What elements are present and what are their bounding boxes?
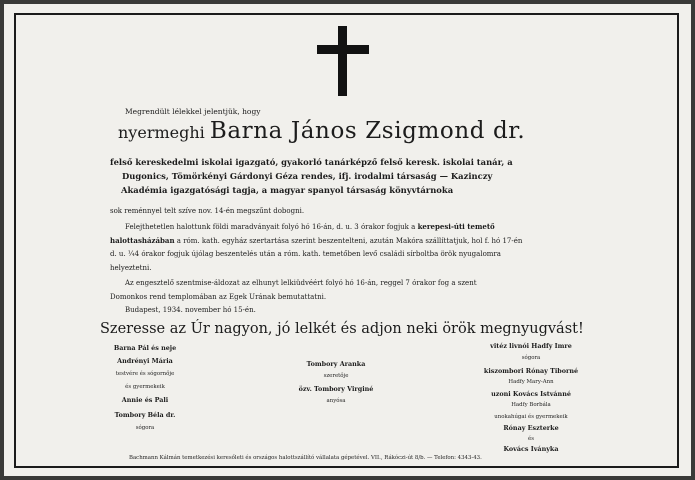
mourner-left-7: sógora [135,425,155,431]
cemetery-name: kerepesi-úti temető [417,222,495,231]
mourner-left-3: testvére és sógornője [115,371,175,377]
mourner-right-6: Hadfy Borbála [511,402,551,408]
funeral-line-2: halottasházában a róm. kath. egyház szertartása szerint beszentelteni, azután Makóra szállíttatjuk, hol f. hó 17-én [110,236,523,245]
mourner-middle-2: szeretője [323,373,349,379]
deceased-name: Barna János Zsigmond dr. [209,118,526,144]
date-place-line: Budapest, 1934. november hó 15-én. [125,306,256,314]
mourner-right-7: unokahúgai és gyermekeik [494,414,568,420]
mourner-left-2: Andrényi Mária [117,357,173,365]
closing-prayer: Szeresse az Úr nagyon, jó lelkét és adjon neki örök megnyugvást! [100,321,584,337]
deceased-name-heading [118,120,525,143]
funeral-line-1: Felejthetetlen halottunk földi maradványait folyó hó 16-án, d. u. 3 órakor fogjuk a kerepesi-úti temető [125,222,495,231]
printer-footer: Bachmann Kálmán temetkezési keresőleti és országos halottszállító vállalata gépetével. VII., Rákóczi-út 8/b. — Telefon: 4343-43. [129,455,482,461]
mourner-right-3: kiszombori Rónay Tiborné [483,367,579,375]
title-prefix: nyermeghi [118,123,205,142]
mourner-right-8: Rónay Eszterke [503,424,559,432]
mourner-middle-3: özv. Tombory Virginé [298,385,374,393]
mourner-right-4: Hadfy Mary-Ann [508,379,554,385]
mourner-right-10: Kovács Iványka [503,445,559,453]
paper-sheet [4,4,691,476]
mourner-middle-4: anyósa [326,398,346,404]
mourner-left-4: és gyermekeik [125,384,165,390]
mourner-left-5: Annie és Pali [121,396,169,404]
mass-line-1: Az engesztelő szentmise-áldozat az elhunyt lelkiüdvéért folyó hó 16-án, reggel 7 órakor fog a szent [125,279,477,287]
roles-line-1: felső kereskedelmi iskolai igazgató, gyakorló tanárképző felső keresk. iskolai tanár, a [110,157,513,167]
death-announcement: sok reménnyel telt szíve nov. 14-én megszűnt dobogni. [110,207,305,215]
cross-icon [317,26,369,96]
mourner-left-1: Barna Pál és neje [113,344,177,352]
mourner-left-6: Tombory Béla dr. [114,411,176,419]
mourner-right-1: vitéz livnói Hadfy Imre [490,342,572,350]
roles-line-3: Akadémia igazgatósági tagja, a magyar spanyol társaság könyvtárnoka [121,185,454,195]
mourner-right-9: és [528,436,534,442]
mourner-right-5: uzoni Kovács Istvánné [491,390,571,398]
mass-line-2: Domonkos rend templomában az Egek Urának bemutattatni. [110,293,327,301]
mortuary-name: halottasházában [110,236,175,245]
intro-line: Megrendült lélekkel jelentjük, hogy [125,107,261,116]
mourner-right-2: sógora [521,355,541,361]
funeral-line-4: helyeztetni. [110,264,152,272]
funeral-line-3: d. u. ¼4 órakor fogjuk újólag beszentelés után a róm. kath. temetőben levő családi sírboltba örök nyugalomra [110,250,501,258]
roles-line-2: Dugonics, Tömörkényi Gárdonyi Géza rendes, ifj. irodalmi társaság — Kazinczy [122,171,493,181]
mourner-middle-1: Tombory Aranka [306,360,366,368]
